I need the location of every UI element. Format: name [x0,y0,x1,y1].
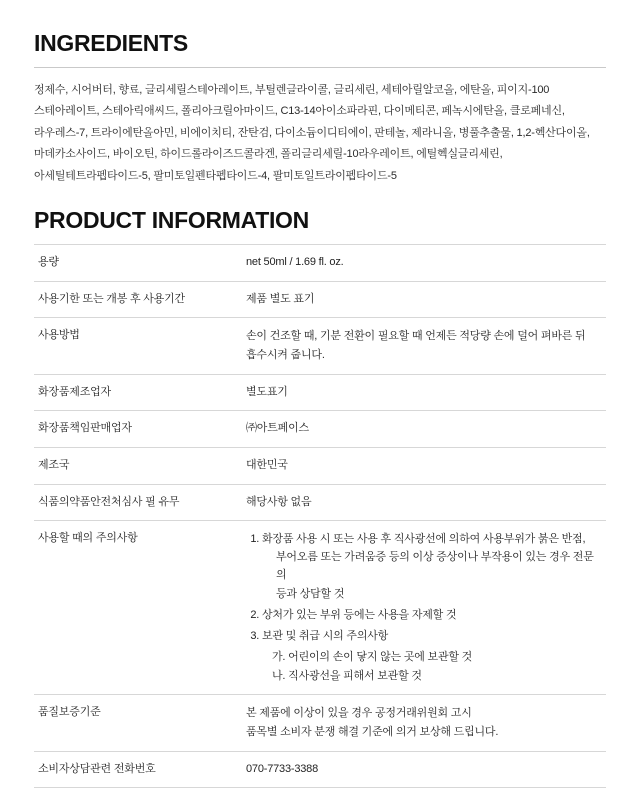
row-value: net 50ml / 1.69 fl. oz. [242,245,606,282]
ingredients-text: 정제수, 시어버터, 향료, 글리세릴스테아레이트, 부틸렌글라이콜, 글리세린, 세테아릴알코올, 에탄올, 피이지-100 스테아레이트, 스테아릭애씨드, 폴리아크릴아마이드, C13-14아이소파라핀, 다이메티콘, 페녹시에탄올, 클로페네신, 라우레스-7, 트라이에탄올아민, 비에이치티, 잔탄검, 다이소듐이디티에이, 판테놀, 제라니올, 병풀추출물, 1,2-헥산다이올, 마데카소사이드, 바이오틴, 하이드롤라이즈드콜라겐, 폴리글리세릴-10라우레이트, 에틸헥실글리세린, 아세틸테트라펩타이드-5, 팔미토일펜타펩타이드-4, 팔미토일트라이펩타이드-5 [34,84,590,182]
row-value: 070-7733-3388 [242,751,606,788]
product-information-table [34,244,606,788]
caution-line: 상처가 있는 부위 등에는 사용을 자제할 것 [262,608,457,621]
row-label: 사용할 때의 주의사항 [34,521,242,695]
row-value-line: 흡수시켜 줍니다. [246,349,325,362]
row-value: 대한민국 [242,447,606,484]
row-label: 사용방법 [34,318,242,374]
ingredients-divider [34,67,606,68]
row-label: 식품의약품안전처심사 필 유무 [34,484,242,521]
list-item [262,530,602,603]
table-row [34,374,606,411]
product-information-heading: PRODUCT INFORMATION [34,207,309,234]
row-value: ㈜아트페이스 [242,411,606,448]
row-label: 용량 [34,245,242,282]
caution-sublist [262,648,602,685]
table-row [34,245,606,282]
list-item: 나. 직사광선을 피해서 보관할 것 [272,669,422,682]
row-value: 별도표기 [242,374,606,411]
table-row [34,411,606,448]
table-row [34,521,606,695]
row-label: 제조국 [34,447,242,484]
table-row [34,447,606,484]
caution-line: 부어오름 또는 가려움증 등의 이상 증상이나 부작용이 있는 경우 전문의 [276,551,594,582]
cautions-list [246,530,602,685]
list-item: 가. 어린이의 손이 닿지 않는 곳에 보관할 것 [272,650,473,663]
row-value [242,318,606,374]
row-label: 화장품책임판매업자 [34,411,242,448]
caution-line: 보관 및 취급 시의 주의사항 [262,629,389,642]
row-label: 사용기한 또는 개봉 후 사용기간 [34,281,242,318]
table-row [34,695,606,751]
caution-line: 등과 상담할 것 [276,587,345,600]
row-value-line: 본 제품에 이상이 있을 경우 공정거래위원회 고시 [246,707,472,720]
table-row [34,484,606,521]
row-value-line: 품목별 소비자 분쟁 해결 기준에 의거 보상해 드립니다. [246,726,499,739]
row-value-line: 손이 건조할 때, 기분 전환이 필요할 때 언제든 적당량 손에 덜어 펴바른 뒤 [246,330,586,343]
row-value-cautions [242,521,606,695]
list-item [262,606,602,624]
table-row [34,281,606,318]
table-row [34,751,606,788]
caution-line: 화장품 사용 시 또는 사용 후 직사광선에 의하여 사용부위가 붉은 반점, [262,533,586,546]
row-label: 화장품제조업자 [34,374,242,411]
row-label: 품질보증기준 [34,695,242,751]
table-row [34,318,606,374]
row-value: 제품 별도 표기 [242,281,606,318]
row-label: 소비자상담관련 전화번호 [34,751,242,788]
row-value [242,695,606,751]
row-value: 해당사항 없음 [242,484,606,521]
ingredients-heading: INGREDIENTS [34,30,188,56]
